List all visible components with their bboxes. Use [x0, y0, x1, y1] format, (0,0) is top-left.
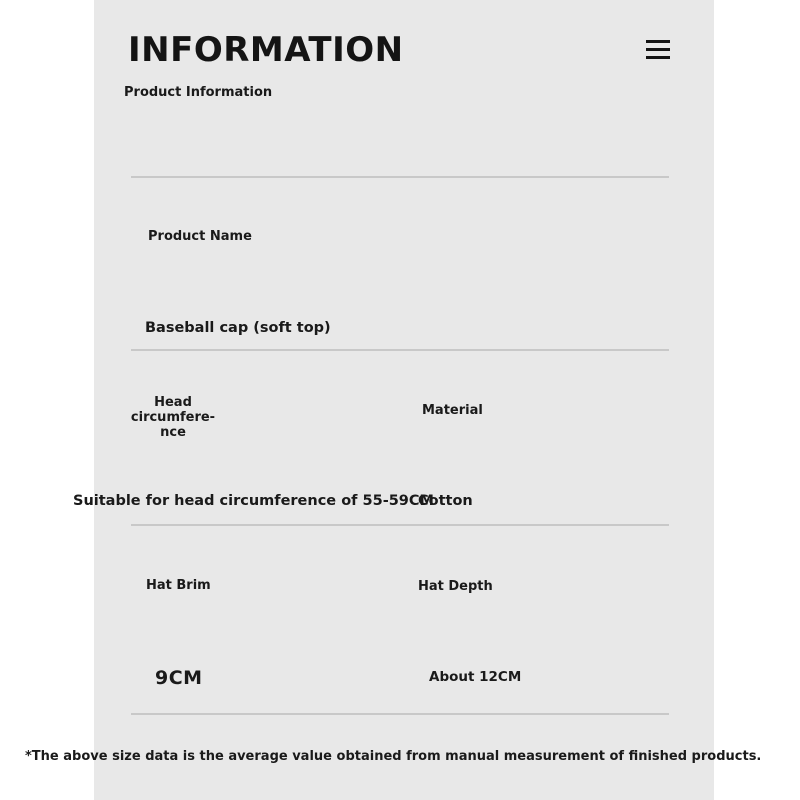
menu-bar	[646, 48, 670, 51]
hat-depth-label: Hat Depth	[418, 579, 493, 594]
hat-brim-label: Hat Brim	[146, 578, 211, 593]
hat-brim-value: 9CM	[155, 667, 203, 689]
divider	[131, 713, 669, 715]
product-name-value: Baseball cap (soft top)	[145, 320, 331, 336]
divider	[131, 176, 669, 178]
footnote: *The above size data is the average value obtained from manual measurement of finished products.	[25, 749, 762, 764]
menu-bar	[646, 40, 670, 43]
head-circumference-value: Suitable for head circumference of 55-59CM	[73, 493, 434, 509]
product-name-label: Product Name	[148, 229, 252, 244]
hat-depth-value: About 12CM	[429, 669, 522, 685]
section-subtitle: Product Information	[124, 85, 273, 100]
menu-bar	[646, 56, 670, 59]
hamburger-menu-icon[interactable]	[646, 40, 670, 60]
page-title: INFORMATION	[128, 30, 404, 70]
material-label: Material	[422, 403, 483, 418]
divider	[131, 349, 669, 351]
divider	[131, 524, 669, 526]
material-value: Cotton	[418, 493, 473, 509]
head-circumference-label	[118, 395, 228, 440]
head-circumference-label-line2: nce	[160, 425, 186, 440]
head-circumference-label-line1: Head circumfere-	[130, 395, 216, 425]
